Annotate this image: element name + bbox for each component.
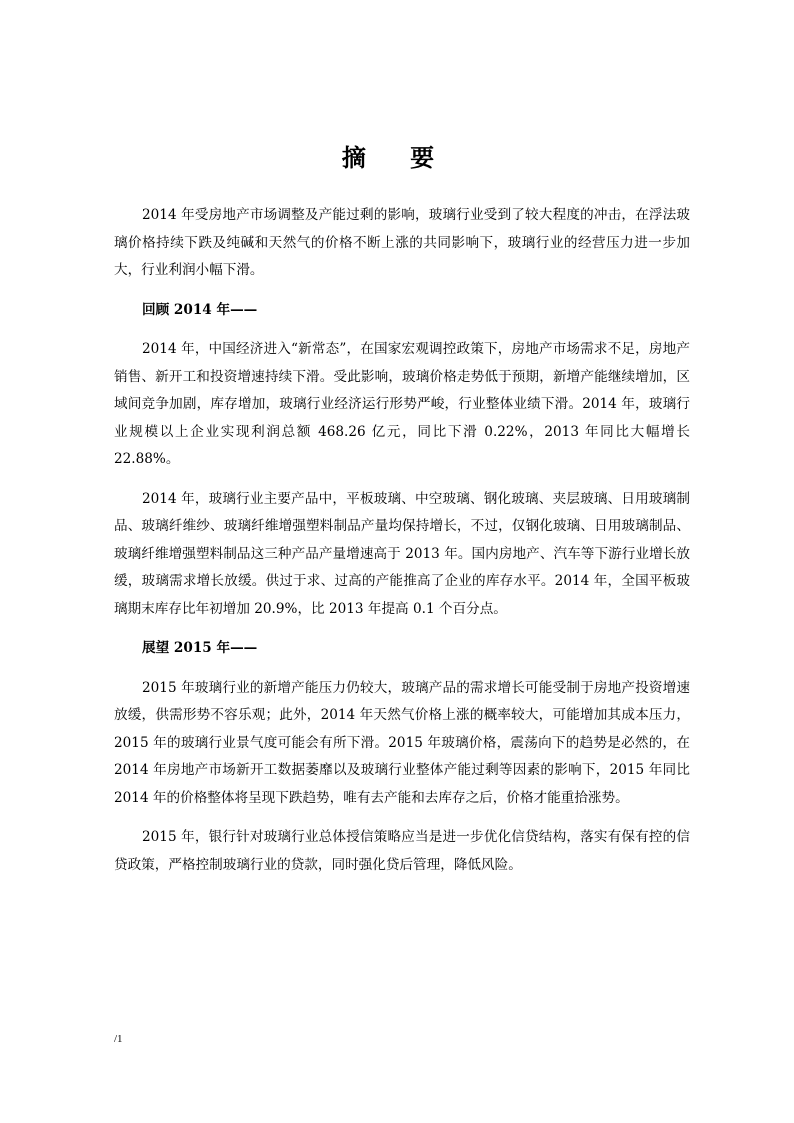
- outlook-heading: 展望 2015 年——: [142, 640, 258, 656]
- outlook-paragraph-2: 2015 年，银行针对玻璃行业总体授信策略应当是进一步优化信贷结构，落实有保有控的信贷政策，严格控制玻璃行业的贷款，同时强化贷后管理，降低风险。: [114, 829, 690, 873]
- page-number: /1: [114, 1033, 123, 1045]
- review-paragraph-2: 2014 年，玻璃行业主要产品中，平板玻璃、中空玻璃、钢化玻璃、夹层玻璃、日用玻璃制品、玻璃纤维纱、玻璃纤维增强塑料制品产量均保持增长，不过，仅钢化玻璃、日用玻璃制品、玻璃纤维增强塑料制品这三种产品产量增速高于 2013 年。国内房地产、汽车等下游行业增长放缓，玻璃需求增长放缓。供过于求、过高的产能推高了企业的库存水平。2014 年，全国平板玻璃期末库存比年初增加 20.9%，比 2013 年提高 0.1 个百分点。: [114, 490, 690, 617]
- review-heading: 回顾 2014 年——: [142, 301, 258, 318]
- abstract-body: [114, 202, 690, 891]
- outlook-paragraph-1: 2015 年玻璃行业的新增产能压力仍较大，玻璃产品的需求增长可能受制于房地产投资增速放缓，供需形势不容乐观；此外，2014 年天然气价格上涨的概率较大，可能增加其成本压力，2015 年的玻璃行业景气度可能会有所下滑。2015 年玻璃价格，震荡向下的趋势是必然的，在 2014 年房地产市场新开工数据萎靡以及玻璃行业整体产能过剩等因素的影响下，2015 年同比 2014 年的价格整体将呈现下跌趋势，唯有去产能和去库存之后，价格才能重拾涨势。: [114, 679, 690, 806]
- page-title: 摘 要: [341, 143, 453, 172]
- intro-paragraph: 2014 年受房地产市场调整及产能过剩的影响，玻璃行业受到了较大程度的冲击，在浮法玻璃价格持续下跌及纯碱和天然气的价格不断上涨的共同影响下，玻璃行业的经营压力进一步加大，行业利润小幅下滑。: [114, 207, 690, 278]
- review-paragraph-1: 2014 年，中国经济进入“新常态”，在国家宏观调控政策下，房地产市场需求不足，房地产销售、新开工和投资增速持续下滑。受此影响，玻璃价格走势低于预期，新增产能继续增加，区域间竞争加剧，库存增加，玻璃行业经济运行形势严峻，行业整体业绩下滑。2014 年，玻璃行业规模以上企业实现利润总额 468.26 亿元，同比下滑 0.22%，2013 年同比大幅增长 22.88%。: [114, 341, 690, 467]
